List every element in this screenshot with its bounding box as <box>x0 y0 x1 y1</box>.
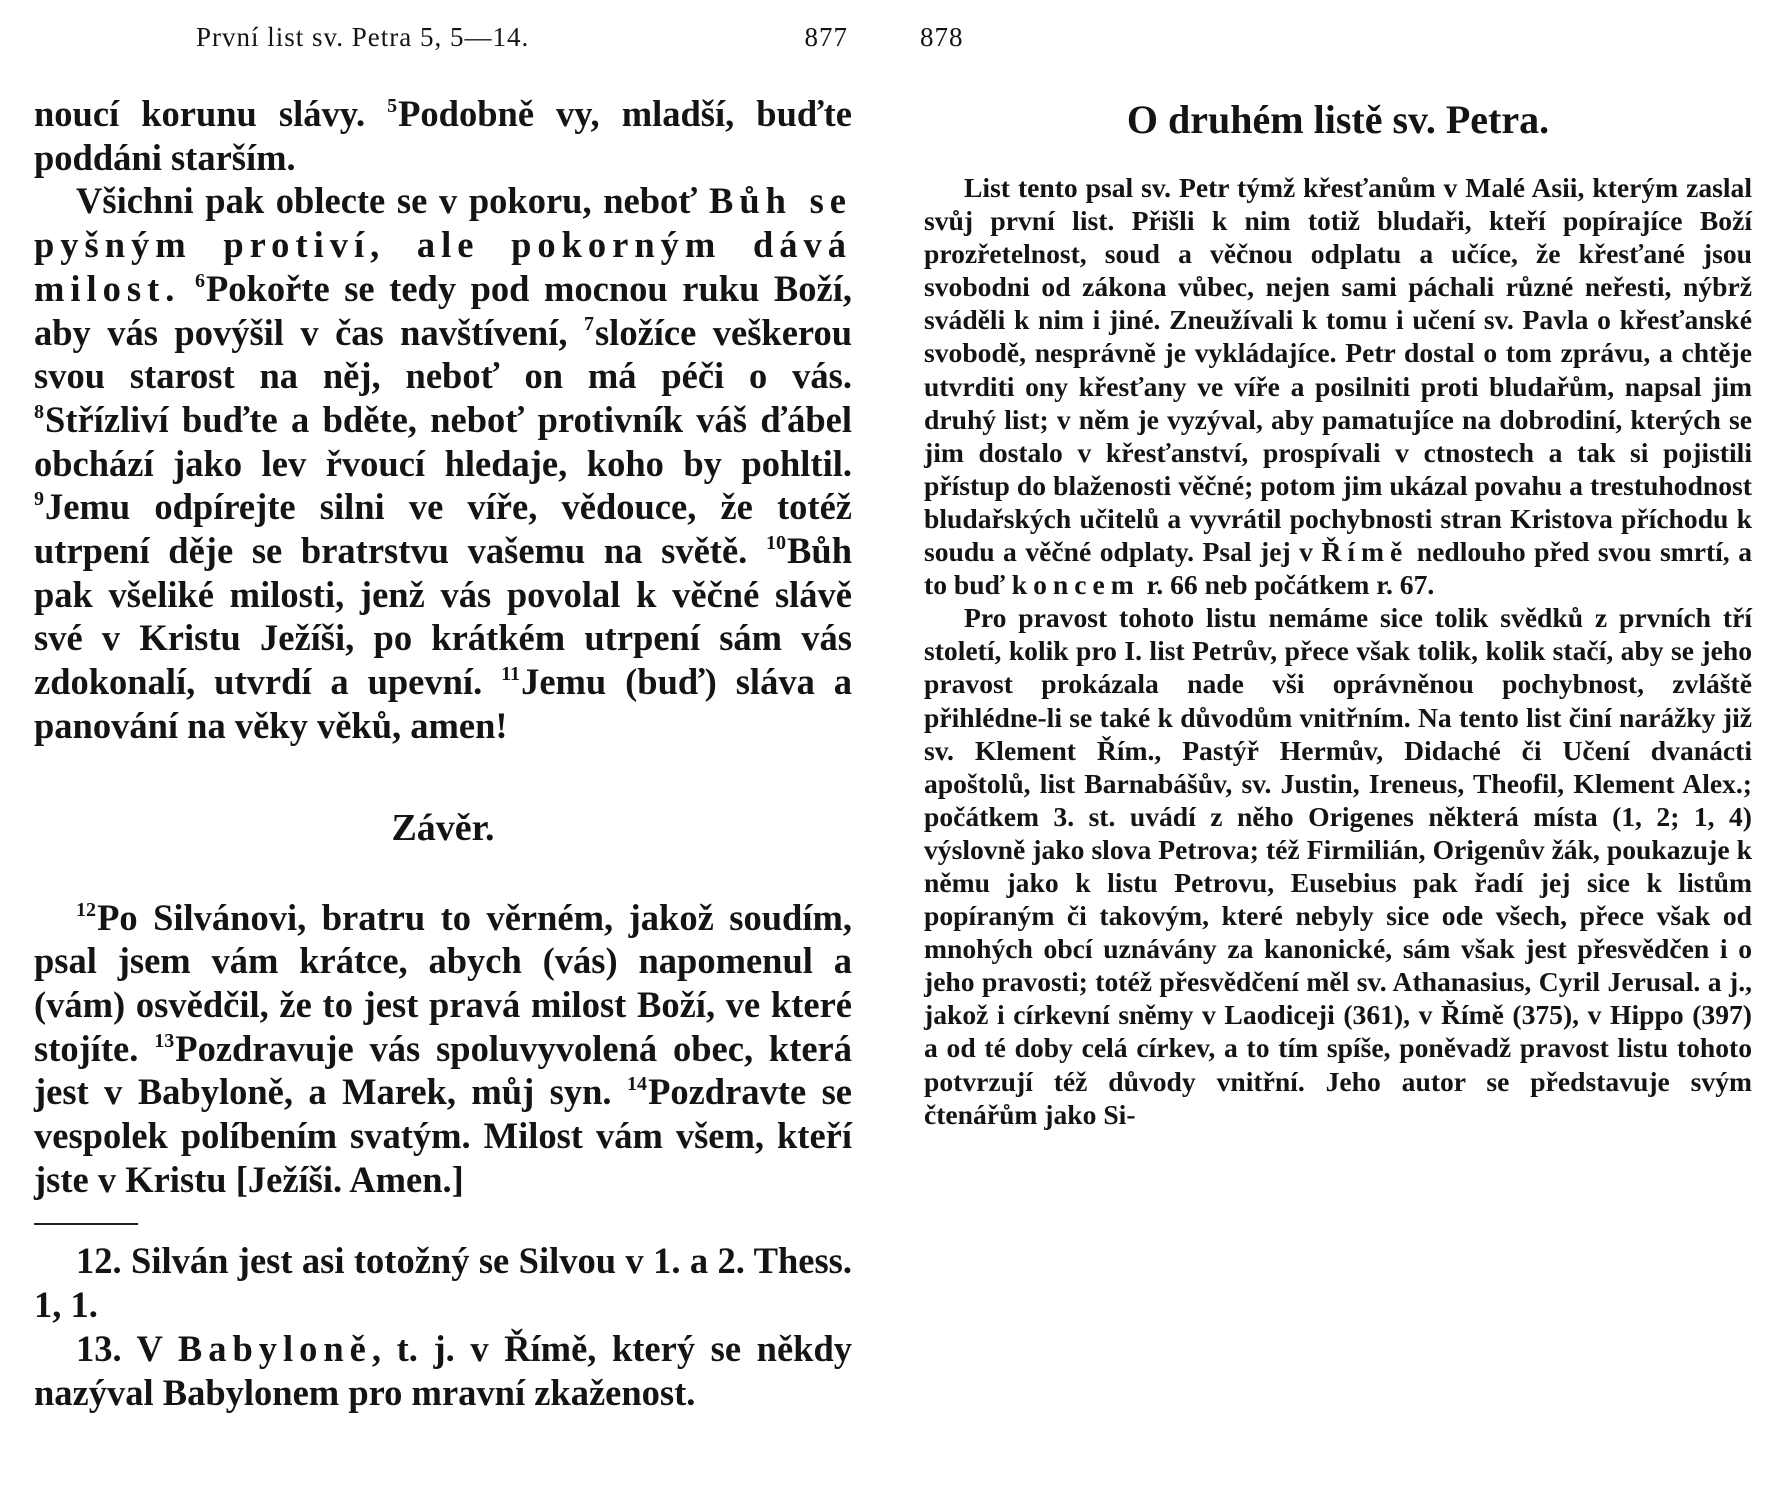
chapter-title: O druhém listě sv. Petra. <box>1126 97 1550 142</box>
emphasized-word: koncem <box>1011 569 1140 601</box>
footnote: 12. Silván jest asi totožný se Silvou v 1. a 2. Thess. 1, 1. <box>34 1240 852 1326</box>
emphasized-quote: Bůh se pyšným protiví, ale pokorným dává milost. <box>34 180 852 309</box>
text-run: Bůh pak všeliké milosti, jenž vás povolal k věčné slávě své v Kristu Ježíši, po krátkém utrpení sám vás zdokonalí, utvrdí a upevní. <box>34 530 852 703</box>
paragraph <box>34 896 852 1202</box>
text-run: 13. V <box>76 1327 178 1369</box>
section-title: Závěr. <box>391 806 495 849</box>
paragraph <box>924 171 1752 601</box>
emphasized-word: Římě <box>1321 536 1409 568</box>
footnote-rule <box>34 1223 138 1225</box>
right-page-header <box>918 14 1758 54</box>
page-number: 878 <box>920 22 964 52</box>
text-run: Jemu odpírejte silni ve víře, vědouce, že totéž utrpení děje se bratrstvu vašemu na světě. <box>34 486 852 572</box>
text-run: Podobně vy, mladší, buďte poddáni starším. <box>34 93 852 178</box>
verse-number: 12 <box>76 898 97 921</box>
running-title: První list sv. Petra 5, 5—14. <box>196 22 530 52</box>
verse-number: 5 <box>387 94 398 117</box>
text-run: Jemu (buď) sláva a panování na věky věků, amen! <box>34 661 852 746</box>
text-run: Střízliví buďte a bděte, neboť protivník váš ďábel obchází jako lev řvoucí hledaje, koho by pohltil. <box>34 398 852 484</box>
text-run: složíce veškerou svou starost na něj, neboť on má péči o vás. <box>34 311 852 397</box>
text-run: nedlouho před svou smrtí, a to buď <box>924 536 1752 601</box>
text-run: Pokořte se tedy pod mocnou ruku Boží, aby vás povýšil v čas navštívení, <box>34 267 852 353</box>
paragraph <box>34 179 852 747</box>
page-number: 877 <box>804 22 848 52</box>
verse-number: 9 <box>34 488 45 511</box>
text-run: noucí korunu slávy. <box>34 93 388 134</box>
verse-number: 11 <box>501 663 521 686</box>
text-run: Všichni pak oblecte se v pokoru, neboť <box>76 180 709 222</box>
text-run: Pozdravte se vespolek políbením svatým. Milost vám všem, kteří jste v Kristu [Ježíši. Amen.] <box>34 1071 852 1200</box>
left-page <box>28 0 858 1500</box>
verse-number: 7 <box>583 313 594 336</box>
text-run: List tento psal sv. Petr týmž křesťanům v Malé Asii, kterým zaslal svůj první list. Přišli k nim totiž bludaři, kteří popírajíce Boží prozřetelnost, soud a věčnou odplatu a učíce, že křesťané jsou svobodni od zákona vůbec, nejen sami páchali různé neřesti, nýbrž sváděli k nim i jiné. Zneužívali k tomu i učení sv. Pavla o křesťanské svobodě, nesprávně je vykládajíce. Petr dostal o tom zprávu, a chtěje utvrditi ony křesťany ve víře a posilniti proti bludařům, napsal jim druhý list; v něm je vyzýval, aby pamatujíce na dobrodiní, kterých se jim dostalo v křesťanství, prospívali v ctnostech a tak si pojistili přístup do blaženosti věčné; potom jim ukázal povahu a trestuhodnost bludařských učitelů a vyvrátil pochybnosti stran Kristova příchodu k soudu a věčné odplaty. Psal jej v <box>924 172 1752 568</box>
verse-number: 13 <box>154 1029 175 1052</box>
verse-number: 6 <box>194 269 206 292</box>
emphasized-word: Babyloně <box>177 1327 372 1369</box>
footnotes <box>34 1239 852 1414</box>
verse-number: 10 <box>765 531 787 554</box>
left-page-body <box>34 92 852 1414</box>
verse-number: 14 <box>627 1073 648 1096</box>
text-run: Pozdravuje vás spoluvyvolená obec, která jest v Babyloně, a Marek, můj syn. <box>34 1027 853 1113</box>
left-page-header <box>28 14 858 54</box>
text-run: , t. j. v Římě, který se někdy nazýval Babylonem pro mravní zkaženost. <box>34 1327 852 1413</box>
right-page-body <box>924 96 1752 1131</box>
verse-number: 8 <box>34 400 45 423</box>
paragraph <box>34 92 852 179</box>
text-run: r. 66 neb počátkem r. 67. <box>1139 569 1435 601</box>
footnote <box>34 1327 852 1414</box>
paragraph: Pro pravost tohoto listu nemáme sice tolik svědků z prvních tří století, kolik pro I. list Petrův, přece však tolik, kolik stačí, aby se jeho pravost prokázala nade vši oprávněnou pochybnost, zvláště přihlédne-li se také k důvodům vnitřním. Na tento list činí narážky již sv. Klement Řím., Pastýř Hermův, Didaché či Učení dvanácti apoštolů, list Barnabášův, sv. Justin, Ireneus, Theofil, Klement Alex.; počátkem 3. st. uvádí z něho Origenes některá místa (1, 2; 1, 4) výslovně jako slova Petrova; též Firmilián, Origenův žák, poukazuje k němu jako k listu Petrovu, Eusebius pak řadí jej sice k listům popíraným či takovým, které nebyly sice ode všech, přece však od mnohých obcí uznávány za kanonické, sám však jest přesvědčen i o jeho pravosti; totéž přesvědčení měl sv. Athanasius, Cyril Jerusal. a j., jakož i církevní sněmy v Laodiceji (361), v Římě (375), v Hippo (397) a od té doby celá církev, a to tím spíše, poněvadž pravost listu tohoto potvrzují též důvody vnitřní. Jeho autor se představuje svým čtenářům jako Si- <box>924 602 1752 1130</box>
right-page <box>918 0 1758 1500</box>
text-run: Po Silvánovi, bratru to věrném, jakož soudím, psal jsem vám krátce, abych (vás) napomenul a (vám) osvědčil, že to jest pravá milost Boží, ve které stojíte. <box>34 896 852 1069</box>
